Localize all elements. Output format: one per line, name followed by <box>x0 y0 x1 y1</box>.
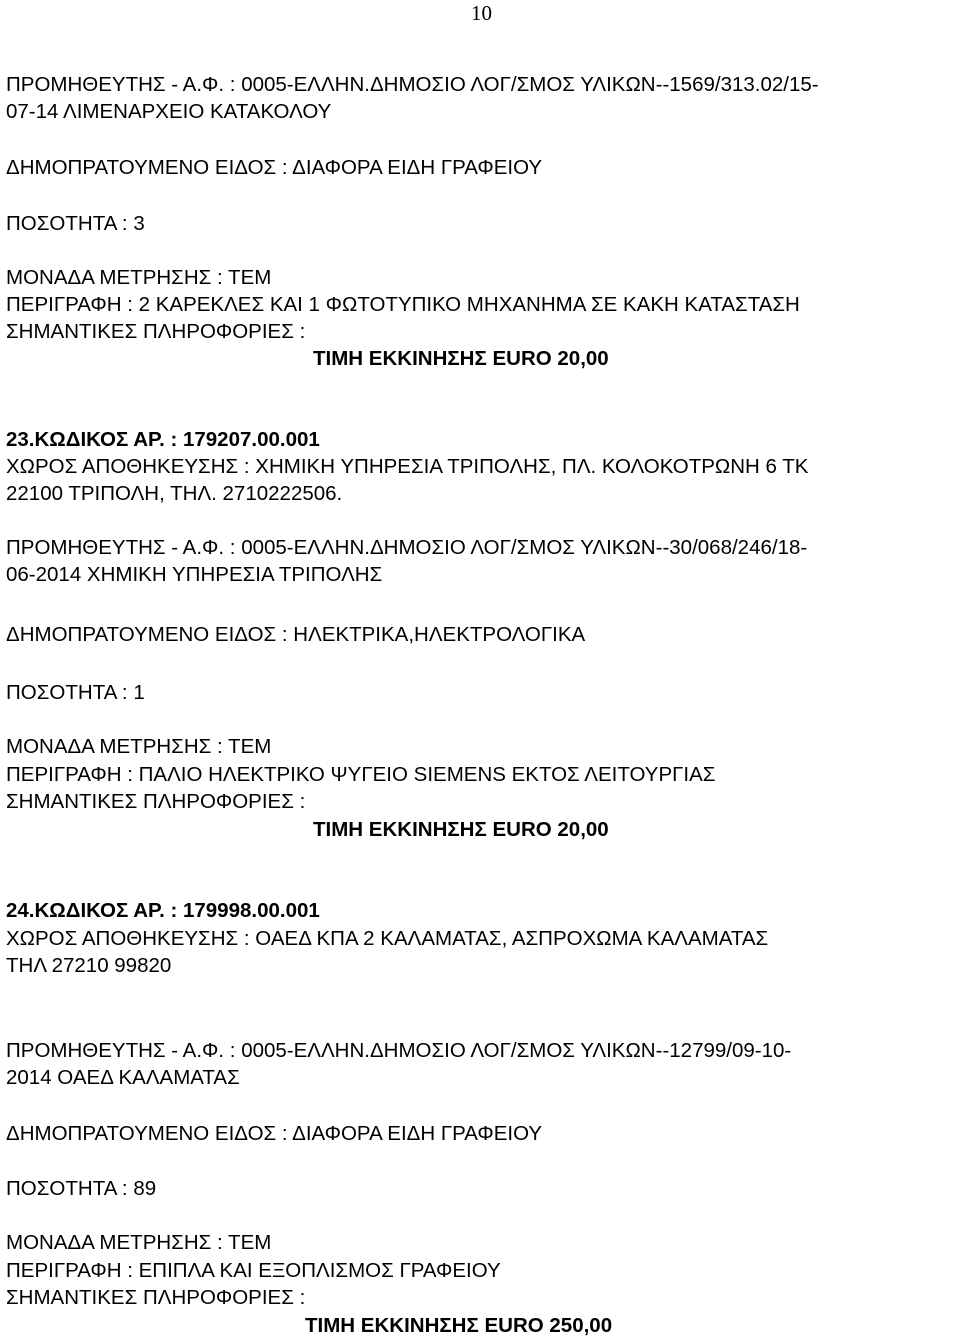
supplier-line-2: 2014 ΟΑΕΔ ΚΑΛΑΜΑΤΑΣ <box>6 1066 240 1089</box>
starting-price: ΤΙΜΗ ΕΚΚΙΝΗΣΗΣ EURO 250,00 <box>305 1314 613 1337</box>
page-number: 10 <box>471 1 492 25</box>
quantity: ΠΟΣΟΤΗΤΑ : 1 <box>6 681 145 704</box>
description: ΠΕΡΙΓΡΑΦΗ : ΠΑΛΙΟ ΗΛΕΚΤΡΙΚΟ ΨΥΓΕΙΟ SIEMENS ΕΚΤΟΣ ΛΕΙΤΟΥΡΓΙΑΣ <box>6 763 716 786</box>
starting-price: ΤΙΜΗ ΕΚΚΙΝΗΣΗΣ EURO 20,00 <box>313 818 609 841</box>
supplier-line-2: 07-14 ΛΙΜΕΝΑΡΧΕΙΟ ΚΑΤΑΚΟΛΟΥ <box>6 100 332 123</box>
quantity: ΠΟΣΟΤΗΤΑ : 3 <box>6 212 145 235</box>
supplier-line-1: ΠΡΟΜΗΘΕΥΤΗΣ - Α.Φ. : 0005-ΕΛΛΗΝ.ΔΗΜΟΣΙΟ ΛΟΓ/ΣΜΟΣ ΥΛΙΚΩΝ--12799/09-10- <box>6 1039 792 1062</box>
storage-location-line-2: ΤΗΛ 27210 99820 <box>6 954 172 977</box>
unit-of-measure: ΜΟΝΑΔΑ ΜΕΤΡΗΣΗΣ : ΤΕΜ <box>6 266 272 289</box>
description: ΠΕΡΙΓΡΑΦΗ : ΕΠΙΠΛΑ ΚΑΙ ΕΞΟΠΛΙΣΜΟΣ ΓΡΑΦΕΙΟΥ <box>6 1259 501 1282</box>
auctioned-item-type: ΔΗΜΟΠΡΑΤΟΥΜΕΝΟ ΕΙΔΟΣ : ΔΙΑΦΟΡΑ ΕΙΔΗ ΓΡΑΦΕΙΟΥ <box>6 156 543 179</box>
item-code: 23.ΚΩΔΙΚΟΣ ΑΡ. : 179207.00.001 <box>6 428 320 451</box>
item-code: 24.ΚΩΔΙΚΟΣ ΑΡ. : 179998.00.001 <box>6 899 320 922</box>
important-info-label: ΣΗΜΑΝΤΙΚΕΣ ΠΛΗΡΟΦΟΡΙΕΣ : <box>6 320 306 343</box>
unit-of-measure: ΜΟΝΑΔΑ ΜΕΤΡΗΣΗΣ : ΤΕΜ <box>6 1231 272 1254</box>
auctioned-item-type: ΔΗΜΟΠΡΑΤΟΥΜΕΝΟ ΕΙΔΟΣ : ΔΙΑΦΟΡΑ ΕΙΔΗ ΓΡΑΦΕΙΟΥ <box>6 1122 543 1145</box>
supplier-line-2: 06-2014 ΧΗΜΙΚΗ ΥΠΗΡΕΣΙΑ ΤΡΙΠΟΛΗΣ <box>6 563 383 586</box>
supplier-line-1: ΠΡΟΜΗΘΕΥΤΗΣ - Α.Φ. : 0005-ΕΛΛΗΝ.ΔΗΜΟΣΙΟ ΛΟΓ/ΣΜΟΣ ΥΛΙΚΩΝ--1569/313.02/15- <box>6 73 819 96</box>
storage-location-line-1: ΧΩΡΟΣ ΑΠΟΘΗΚΕΥΣΗΣ : ΧΗΜΙΚΗ ΥΠΗΡΕΣΙΑ ΤΡΙΠΟΛΗΣ, ΠΛ. ΚΟΛΟΚΟΤΡΩΝΗ 6 ΤΚ <box>6 455 809 478</box>
description: ΠΕΡΙΓΡΑΦΗ : 2 ΚΑΡΕΚΛΕΣ ΚΑΙ 1 ΦΩΤΟΤΥΠΙΚΟ ΜΗΧΑΝΗΜΑ ΣΕ ΚΑΚΗ ΚΑΤΑΣΤΑΣΗ <box>6 293 800 316</box>
important-info-label: ΣΗΜΑΝΤΙΚΕΣ ΠΛΗΡΟΦΟΡΙΕΣ : <box>6 1286 306 1309</box>
storage-location-line-1: ΧΩΡΟΣ ΑΠΟΘΗΚΕΥΣΗΣ : ΟΑΕΔ ΚΠΑ 2 ΚΑΛΑΜΑΤΑΣ, ΑΣΠΡΟΧΩΜΑ ΚΑΛΑΜΑΤΑΣ <box>6 927 769 950</box>
unit-of-measure: ΜΟΝΑΔΑ ΜΕΤΡΗΣΗΣ : ΤΕΜ <box>6 735 272 758</box>
auctioned-item-type: ΔΗΜΟΠΡΑΤΟΥΜΕΝΟ ΕΙΔΟΣ : ΗΛΕΚΤΡΙΚΑ,ΗΛΕΚΤΡΟΛΟΓΙΚΑ <box>6 623 586 646</box>
quantity: ΠΟΣΟΤΗΤΑ : 89 <box>6 1177 157 1200</box>
important-info-label: ΣΗΜΑΝΤΙΚΕΣ ΠΛΗΡΟΦΟΡΙΕΣ : <box>6 790 306 813</box>
storage-location-line-2: 22100 ΤΡΙΠΟΛΗ, ΤΗΛ. 2710222506. <box>6 482 343 505</box>
supplier-line-1: ΠΡΟΜΗΘΕΥΤΗΣ - Α.Φ. : 0005-ΕΛΛΗΝ.ΔΗΜΟΣΙΟ ΛΟΓ/ΣΜΟΣ ΥΛΙΚΩΝ--30/068/246/18- <box>6 536 808 559</box>
starting-price: ΤΙΜΗ ΕΚΚΙΝΗΣΗΣ EURO 20,00 <box>313 347 609 370</box>
